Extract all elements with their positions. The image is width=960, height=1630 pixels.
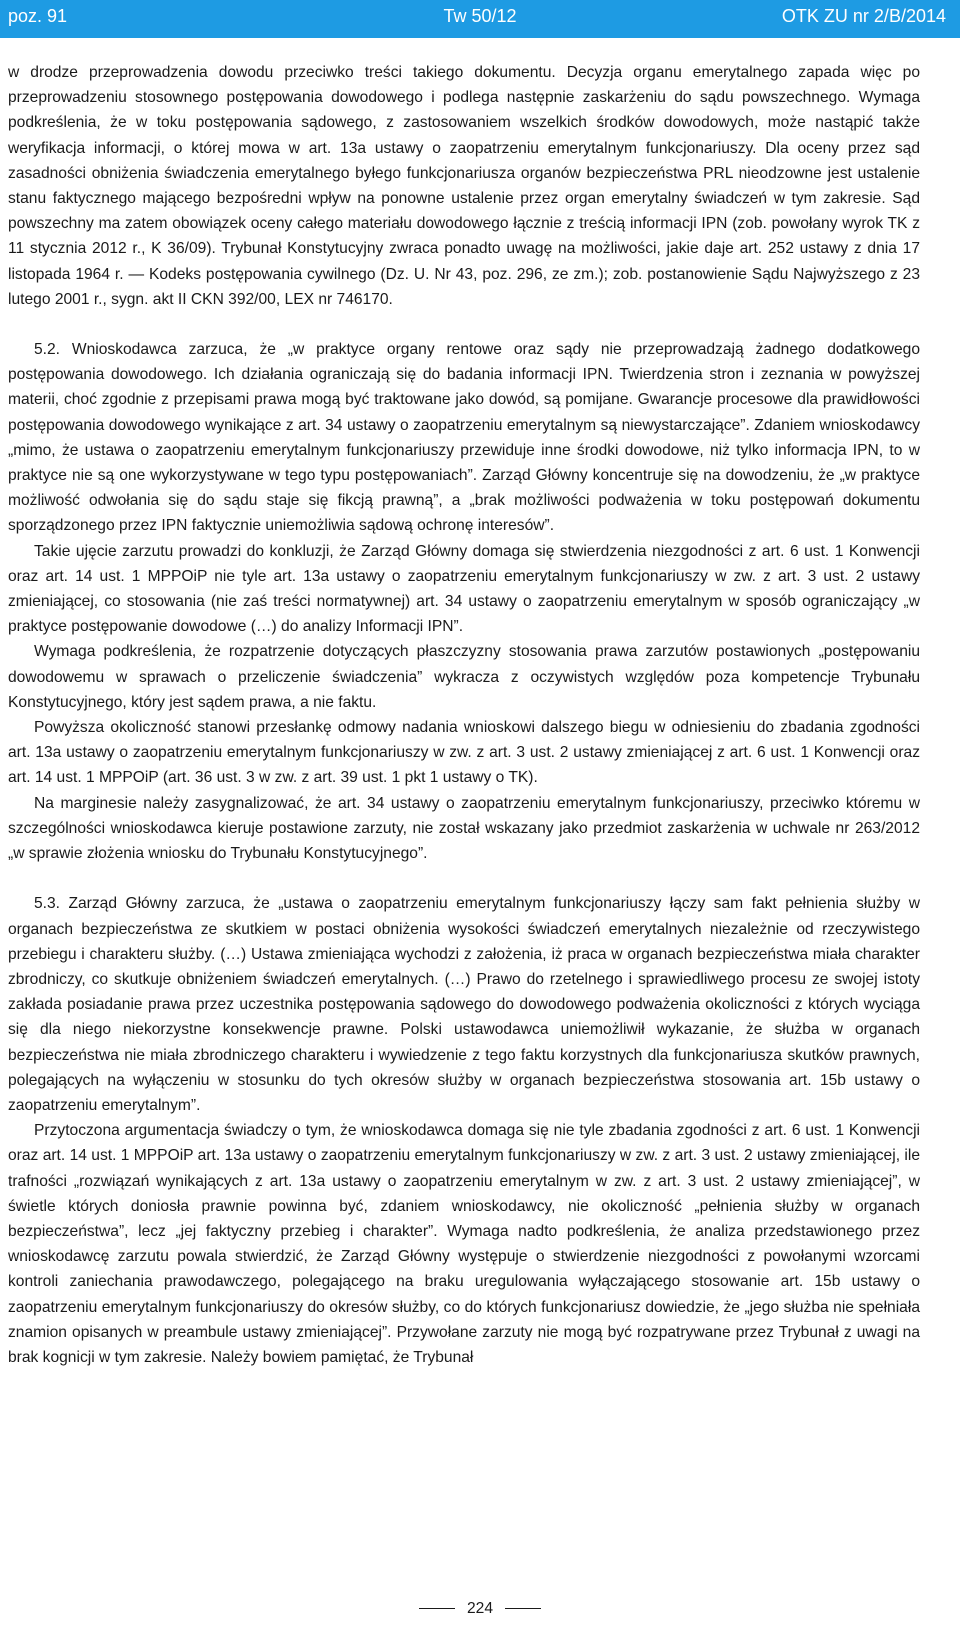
page-number: 224 <box>466 1600 494 1617</box>
paragraph-gap <box>8 312 920 337</box>
running-header <box>0 0 960 38</box>
header-journal: OTK ZU nr 2/B/2014 <box>781 6 946 26</box>
header-position: poz. 91 <box>8 6 68 26</box>
paragraph-6: Na marginesie należy zasygnalizować, że art. 34 ustawy o zaopatrzeniu emerytalnym funkcjonariuszy, przeciwko któremu w szczególności wnioskodawca kieruje postawione zarzuty, nie został wskazany jako przedmiot zaskarżenia w uchwale nr 263/2012 „w sprawie złożenia wniosku do Trybunału Konstytucyjnego”. <box>8 794 920 863</box>
paragraph-8: Przytoczona argumentacja świadczy o tym, że wnioskodawca domaga się nie tyle zbadania zgodności z art. 6 ust. 1 Konwencji oraz art. 14 ust. 1 MPPOiP art. 13a ustawy o zaopatrzeniu emerytalnym funkcjonariuszy w zw. z art. 3 ust. 2 ustawy zmieniającej, ile trafności „rozwiązań wynikających z art. 13a ustawy o zaopatrzeniu emerytalnym w zw. z art. 3 ust. 2 ustawy zmieniającej”, w świetle których doniosła prawnie powinna być, zdaniem wnioskodawcy, nie okoliczność „pełnienia służby w organach bezpieczeństwa”, lecz „jej faktyczny przebieg i charakter”. Wymaga nadto podkreślenia, że analiza przedstawionego przez wnioskodawcę zarzutu powala stwierdzić, że Zarząd Główny występuje o stwierdzenie niezgodności z powołanymi wzorcami kontroli zaniechania prawodawczego, polegającego na braku uregulowania wyłączającego stosowanie art. 15b ustawy o zaopatrzeniu emerytalnym funkcjonariuszy do okresów służby, co do których funkcjonariusz dowiedzie, że „jego służba nie spełniała znamion opisanych w preambule ustawy zmieniającej”. Przywołane zarzuty nie mogą być rozpatrywane przez Trybunał z uwagi na brak kognicji w tym zakresie. Należy bowiem pamiętać, że Trybunał <box>8 1122 920 1366</box>
footer-dash-left <box>419 1608 455 1609</box>
paragraph-5-3: 5.3. Zarząd Główny zarzuca, że „ustawa o zaopatrzeniu emerytalnym funkcjonariuszy łączy sam fakt pełnienia służby w organach bezpieczeństwa ze skutkiem w postaci obniżenia wysokości świadczeń emerytalnych niezależnie od rzeczywistego przebiegu i charakteru służby. (…) Ustawa zmieniająca wychodzi z założenia, iż praca w organach bezpieczeństwa miała charakter zbrodniczy, co skutkuje obniżeniem świadczeń emerytalnych. (…) Prawo do rzetelnego i sprawiedliwego procesu ze swojej istoty zakłada posiadanie prawa przez uczestnika postępowania sądowego do dowodowego podważenia okoliczności z których wyciąga się dla niego niekorzystne konsekwencje prawne. Polski ustawodawca uniemożliwił wykazanie, że służba w organach bezpieczeństwa nie miała zbrodniczego charakteru i wywiedzenie z tego faktu korzystnych dla funkcjonariusza skutków prawnych, polegających na wyłączeniu w stosunku do tych okresów służby w organach bezpieczeństwa stosowania art. 15b ustawy o zaopatrzeniu emerytalnym”. <box>8 895 920 1114</box>
paragraph-5-2: 5.2. Wnioskodawca zarzuca, że „w praktyce organy rentowe oraz sądy nie przeprowadzają żadnego dodatkowego postępowania dowodowego. Ich działania ograniczają się do badania informacji IPN. Twierdzenia stron i zeznania w powyższej materii, choć zgodnie z przepisami prawa mogą być traktowane jako dowód, są pomijane. Gwarancje procesowe dla prawidłowości postępowania dowodowego wynikające z art. 34 ustawy o zaopatrzeniu emerytalnym są niewystarczające”. Zdaniem wnioskodawcy „mimo, że ustawa o zaopatrzeniu emerytalnym funkcjonariuszy przewiduje inne środki dowodowe, niż tylko informacja IPN, to w praktyce nie są one wykorzystywane w tego typu postępowaniach”. Zarząd Główny koncentruje się na dowodzeniu, że „w praktyce możliwość odwołania się do sądu staje się fikcją prawną”, a „brak możliwości podważenia w toku postępowań dokumentu sporządzonego przez IPN faktycznie uniemożliwia sądową ochronę interesów”. <box>8 341 920 535</box>
paragraph-gap <box>8 866 920 891</box>
footer-dash-right <box>505 1608 541 1609</box>
paragraph-3: Takie ujęcie zarzutu prowadzi do konkluzji, że Zarząd Główny domaga się stwierdzenia niezgodności z art. 6 ust. 1 Konwencji oraz art. 14 ust. 1 MPPOiP nie tyle art. 13a ustawy o zaopatrzeniu emerytalnym funkcjonariuszy w zw. z art. 3 ust. 2 ustawy zmieniającej, co stosowania (nie zaś treści normatywnej) art. 34 ustawy o zaopatrzeniu emerytalnym w sposób ograniczający „w praktyce postępowanie dowodowe (…) do analizy Informacji IPN”. <box>8 542 920 636</box>
paragraph-5: Powyższa okoliczność stanowi przesłankę odmowy nadania wnioskowi dalszego biegu w odniesieniu do zbadania zgodności art. 13a ustawy o zaopatrzeniu emerytalnym funkcjonariuszy w zw. z art. 3 ust. 2 ustawy zmieniającej z art. 6 ust. 1 Konwencji oraz art. 14 ust. 1 MPPOiP (art. 36 ust. 3 w zw. z art. 39 ust. 1 pkt 1 ustawy o TK). <box>8 719 920 787</box>
page-footer <box>0 1600 960 1618</box>
paragraph-1: w drodze przeprowadzenia dowodu przeciwko treści takiego dokumentu. Decyzja organu emerytalnego zapada więc po przeprowadzeniu stosownego postępowania dowodowego i podlega następnie zaskarżeniu do sądu powszechnego. Wymaga podkreślenia, że w toku postępowania sądowego, z zastosowaniem wszelkich środków dowodowych, może nastąpić także weryfikacja informacji, o której mowa w art. 13a ustawy o zaopatrzeniu emerytalnym funkcjonariuszy. Dla oceny przez sąd zasadności obniżenia świadczenia emerytalnego byłego funkcjonariusza organów bezpieczeństwa PRL nieodzowne jest ustalenie stanu faktycznego mającego bezpośredni wpływ na ponowne ustalenie przez organ emerytalny świadczeń w tym zakresie. Sąd powszechny ma zatem obowiązek oceny całego materiału dowodowego łącznie z treścią informacji IPN (zob. powołany wyrok TK z 11 stycznia 2012 r., K 36/09). Trybunał Konstytucyjny zwraca ponadto uwagę na możliwości, jakie daje art. 252 ustawy z dnia 17 listopada 1964 r. — Kodeks postępowania cywilnego (Dz. U. Nr 43, poz. 296, ze zm.); zob. postanowienie Sądu Najwyższego z 23 lutego 2001 r., sygn. akt II CKN 392/00, LEX nr 746170. <box>8 64 920 308</box>
document-body <box>8 60 920 1370</box>
paragraph-4: Wymaga podkreślenia, że rozpatrzenie dotyczących płaszczyzny stosowania prawa zarzutów postawionych „postępowaniu dowodowemu w sprawach o przeliczenie świadczenia” wykracza z oczywistych względów poza kompetencje Trybunału Konstytucyjnego, który jest sądem prawa, a nie faktu. <box>8 643 920 711</box>
header-case-number: Tw 50/12 <box>443 6 517 26</box>
